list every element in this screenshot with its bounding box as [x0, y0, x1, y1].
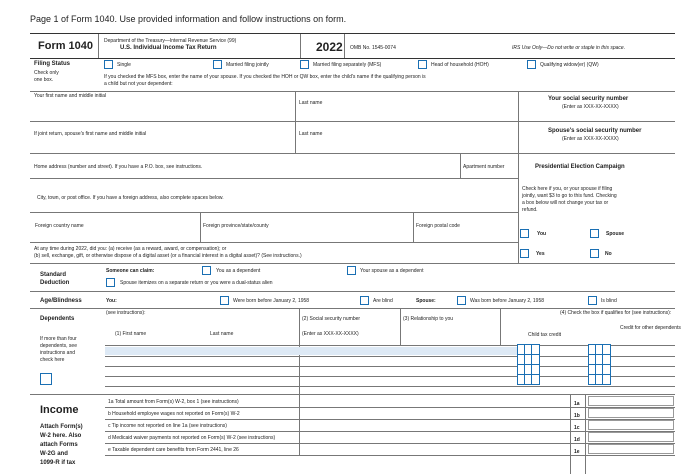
- attach-5: 1099-R if tax: [40, 460, 76, 466]
- dep-check-box-header: (4) Check the box if qualifies for (see instructions):: [560, 310, 672, 316]
- line-1a-amount-input[interactable]: [588, 396, 674, 406]
- digital-asset-q2: (b) sell, exchange, gift, or otherwise dispose of a digital asset (or a financial interest in a digital asset)? (See instructions.): [34, 253, 302, 259]
- dep-ssn-format: (Enter as XXX-XX-XXXX): [302, 331, 359, 337]
- campaign-spouse-label: Spouse: [606, 231, 625, 237]
- campaign-spouse-checkbox[interactable]: [590, 229, 599, 238]
- form-title: U.S. Individual Income Tax Return: [120, 45, 217, 51]
- filing-one-box: one box.: [34, 77, 54, 83]
- income-line-1b: b Household employee wages not reported on Form(s) W-2: [108, 411, 240, 417]
- spouse-ssn-format: (Enter as XXX-XX-XXXX): [562, 136, 619, 142]
- line-num-1c: 1c: [574, 425, 580, 431]
- attach-1: Attach Form(s): [40, 424, 83, 430]
- standard-deduction-label-1: Standard: [40, 272, 67, 278]
- spouse-born-before-checkbox[interactable]: [457, 296, 466, 305]
- income-line-1a: 1a Total amount from Form(s) W-2, box 1 (see instructions): [108, 399, 239, 405]
- income-label: Income: [40, 404, 79, 416]
- filing-check-only: Check only: [34, 70, 59, 76]
- you-born-before-label: Were born before January 2, 1958: [233, 298, 310, 304]
- filing-mfs-label: Married filing separately (MFS): [313, 62, 382, 68]
- digital-no-checkbox[interactable]: [590, 249, 599, 258]
- you-dependent-checkbox[interactable]: [202, 266, 211, 275]
- more-deps-4: check here: [40, 357, 65, 363]
- attach-4: W-2G and: [40, 451, 68, 457]
- dep-other-credit-header: Credit for other dependents: [620, 325, 681, 331]
- city-label: City, town, or post office. If you have a foreign address, also complete spaces below.: [37, 195, 224, 201]
- age-you-label: You:: [106, 298, 117, 304]
- you-born-before-checkbox[interactable]: [220, 296, 229, 305]
- foreign-country-label: Foreign country name: [35, 223, 84, 229]
- income-line-1d: d Medicaid waiver payments not reported on Form(s) W-2 (see instructions): [108, 435, 276, 441]
- you-blind-label: Are blind: [373, 298, 393, 304]
- form-number: Form 1040: [38, 40, 94, 52]
- age-spouse-label: Spouse:: [416, 298, 436, 304]
- campaign-text-1: Check here if you, or your spouse if filing: [522, 186, 613, 192]
- line-num-1e: 1e: [574, 449, 580, 455]
- ssn-format: (Enter as XXX-XX-XXXX): [562, 104, 619, 110]
- apartment-label: Apartment number: [463, 164, 505, 170]
- spouse-ssn-label: Spouse's social security number: [548, 128, 642, 134]
- income-line-1c: c Tip income not reported on line 1a (see instructions): [108, 423, 227, 429]
- filing-mfj-checkbox[interactable]: [213, 60, 222, 69]
- digital-asset-q1: At any time during 2022, did you: (a) receive (as a reward, award, or compensation); or: [34, 246, 227, 252]
- home-address-label: Home address (number and street). If you have a P.O. box, see instructions.: [34, 164, 203, 170]
- filing-hoh-checkbox[interactable]: [418, 60, 427, 69]
- campaign-title: Presidential Election Campaign: [535, 164, 625, 170]
- more-deps-3: instructions and: [40, 350, 76, 356]
- line-1c-amount-input[interactable]: [588, 420, 674, 430]
- line-num-1a: 1a: [574, 401, 580, 407]
- spouse-dependent-label: Your spouse as a dependent: [360, 268, 424, 274]
- you-blind-checkbox[interactable]: [360, 296, 369, 305]
- instructions-text: Page 1 of Form 1040. Use provided information and follow instructions on form.: [30, 14, 347, 24]
- digital-no-label: No: [605, 251, 612, 257]
- line-num-1b: 1b: [574, 413, 580, 419]
- other-credit-checkboxes-3[interactable]: [602, 344, 611, 385]
- last-name-label: Last name: [299, 100, 323, 106]
- spouse-blind-label: Is blind: [601, 298, 617, 304]
- dep-child-tax-credit-header: Child tax credit: [528, 332, 562, 338]
- campaign-you-checkbox[interactable]: [520, 229, 529, 238]
- dep-last-name-header: Last name: [210, 331, 234, 337]
- campaign-text-4: refund.: [522, 207, 538, 213]
- spouse-dependent-checkbox[interactable]: [347, 266, 356, 275]
- you-dependent-label: You as a dependent: [216, 268, 261, 274]
- more-dependents-checkbox[interactable]: [40, 373, 52, 385]
- standard-deduction-label-2: Deduction: [40, 280, 70, 286]
- digital-yes-checkbox[interactable]: [520, 249, 529, 258]
- dep-first-name-header: (1) First name: [115, 331, 147, 337]
- campaign-text-3: a box below will not change your tax or: [522, 200, 609, 206]
- dependents-see-instructions: (see instructions):: [106, 310, 146, 316]
- campaign-you-label: You: [537, 231, 547, 237]
- filing-single-label: Single: [117, 62, 131, 68]
- foreign-postal-label: Foreign postal code: [416, 223, 460, 229]
- age-blindness-label: Age/Blindness: [40, 298, 82, 304]
- first-name-label: Your first name and middle initial: [34, 93, 107, 99]
- dependents-label: Dependents: [40, 316, 75, 322]
- spouse-last-name-label: Last name: [299, 131, 323, 137]
- filing-hoh-label: Head of household (HOH): [431, 62, 489, 68]
- line-1b-amount-input[interactable]: [588, 408, 674, 418]
- omb-number: OMB No. 1545-0074: [350, 45, 396, 51]
- someone-can-claim: Someone can claim:: [106, 268, 155, 274]
- more-deps-1: If more than four: [40, 336, 77, 342]
- form-department: Department of the Treasury—Internal Revenue Service (99): [104, 38, 237, 44]
- ssn-label: Your social security number: [548, 96, 629, 102]
- filing-note-line1: If you checked the MFS box, enter the name of your spouse. If you checked the HOH or QW box, enter the child's name if the qualifying person is: [104, 74, 426, 80]
- filing-single-checkbox[interactable]: [104, 60, 113, 69]
- attach-2: W-2 here. Also: [40, 433, 82, 439]
- dep-relationship-header: (3) Relationship to you: [403, 316, 454, 322]
- line-1e-amount-input[interactable]: [588, 444, 674, 454]
- line-num-1d: 1d: [574, 437, 580, 443]
- line-1d-amount-input[interactable]: [588, 432, 674, 442]
- campaign-text-2: jointly, want $3 to go to this fund. Checking: [522, 193, 617, 199]
- income-line-1e: e Taxable dependent care benefits from Form 2441, line 26: [108, 447, 239, 453]
- more-deps-2: dependents, see: [40, 343, 77, 349]
- filing-note-line2: a child but not your dependent:: [104, 81, 173, 87]
- irs-use-note: IRS Use Only—Do not write or staple in this space.: [512, 45, 626, 51]
- filing-qw-checkbox[interactable]: [527, 60, 536, 69]
- foreign-province-label: Foreign province/state/county: [203, 223, 269, 229]
- filing-mfj-label: Married filing jointly: [226, 62, 269, 68]
- filing-mfs-checkbox[interactable]: [300, 60, 309, 69]
- dep-ssn-header: (2) Social security number: [302, 316, 361, 322]
- filing-qw-label: Qualifying widow(er) (QW): [540, 62, 599, 68]
- filing-status-label: Filing Status: [34, 61, 70, 67]
- child-tax-credit-checkboxes-3[interactable]: [531, 344, 540, 385]
- spouse-itemizes-checkbox[interactable]: [106, 278, 115, 287]
- spouse-born-before-label: Was born before January 2, 1958: [470, 298, 545, 304]
- attach-3: attach Forms: [40, 442, 78, 448]
- digital-yes-label: Yes: [536, 251, 545, 257]
- spouse-blind-checkbox[interactable]: [588, 296, 597, 305]
- spouse-first-name-label: If joint return, spouse's first name and middle initial: [34, 131, 147, 137]
- tax-year: 2022: [316, 40, 343, 54]
- spouse-itemizes-label: Spouse itemizes on a separate return or you were a dual-status alien: [120, 280, 273, 286]
